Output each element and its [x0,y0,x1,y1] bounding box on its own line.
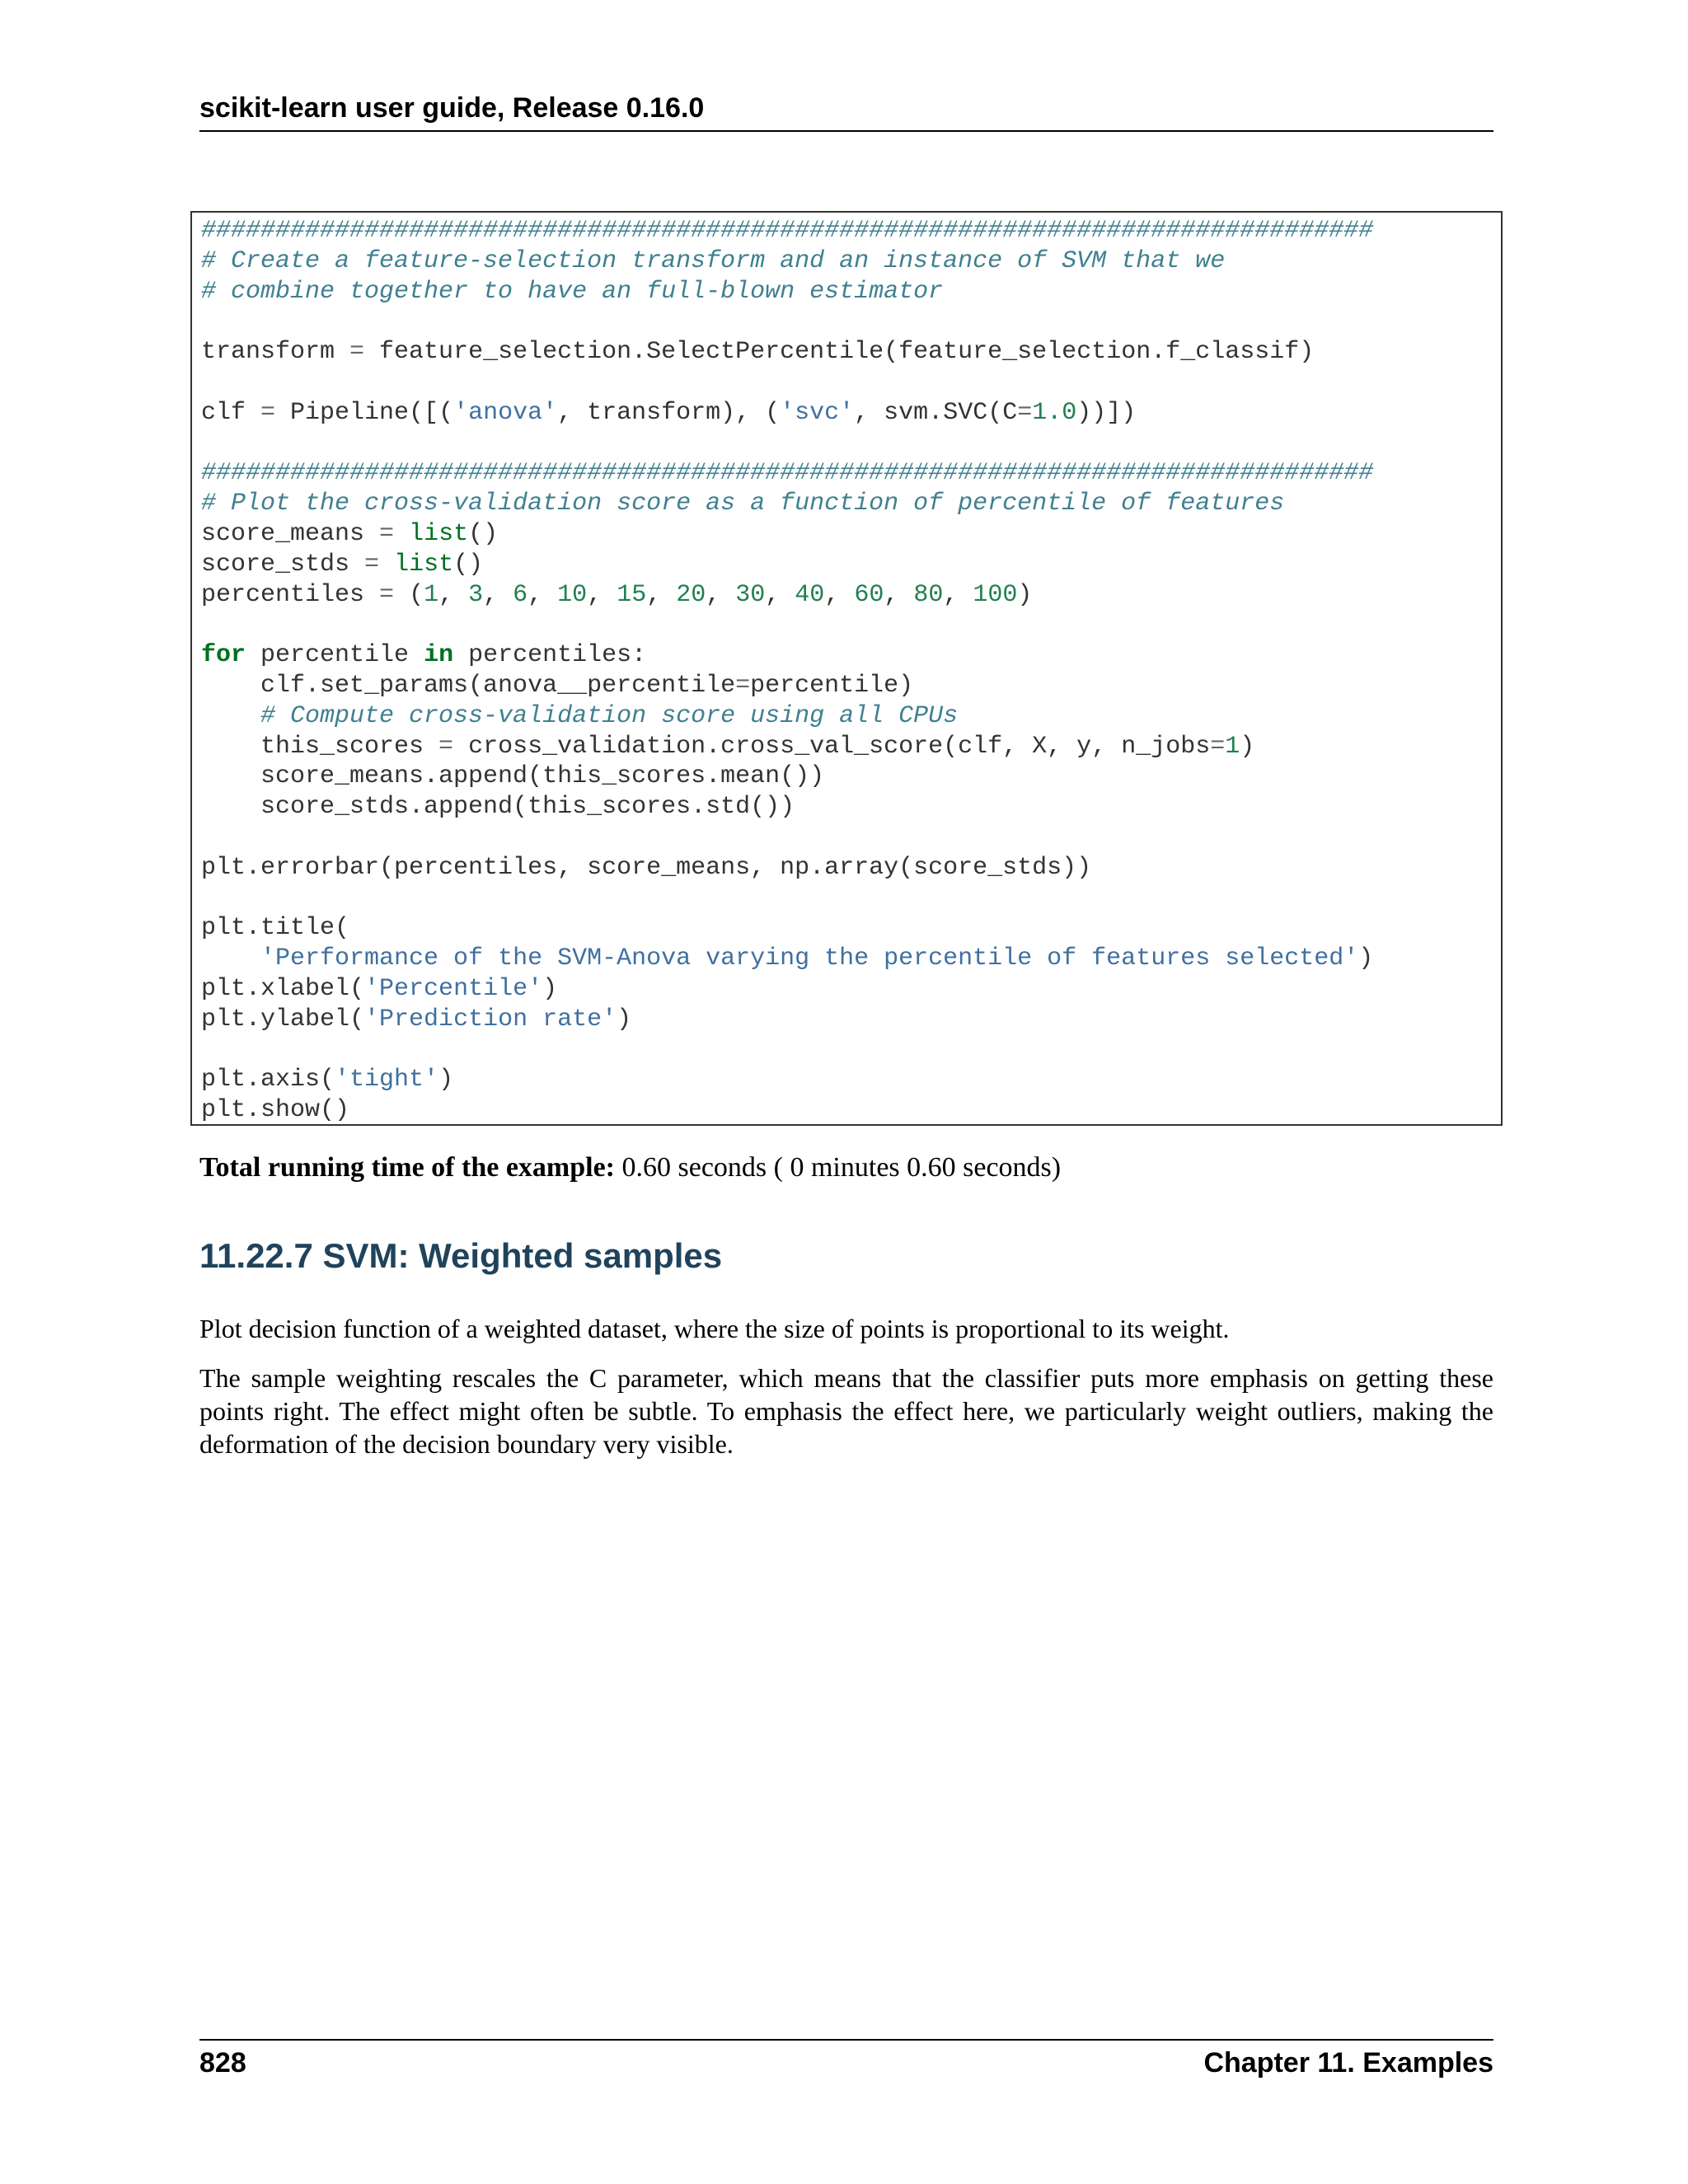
code-line-this-scores: this_scores = cross_validation.cross_val_score(clf, X, y, n_jobs=1) [201,732,1255,761]
paragraph-detail: The sample weighting rescales the C parameter, which means that the classifier puts more emphasis on getting these points right. The effect might often be subtle. To emphasis the effect here, we particularly weight outliers, making the deformation of the decision boundary very visible. [199,1363,1493,1459]
code-line-for: for percentile in percentiles: [201,641,647,670]
code-line-clf: clf = Pipeline([('anova', transform), ('svc', svm.SVC(C=1.0))]) [201,398,1137,427]
footer-rule [199,2039,1493,2041]
code-line-blank [201,368,1373,398]
code-line-title-string: 'Performance of the SVM-Anova varying the percentile of features selected') [260,944,1374,973]
section-heading: 11.22.7 SVM: Weighted samples [199,1236,723,1275]
running-time-value: 0.60 seconds ( 0 minutes 0.60 seconds) [615,1152,1062,1183]
page-number: 828 [199,2047,246,2079]
code-line-errorbar: plt.errorbar(percentiles, score_means, np.array(score_stds)) [201,853,1092,882]
code-line-score-means: score_means = list() [201,519,499,548]
code-line-blank [201,307,1373,337]
running-header-title: scikit-learn user guide, Release 0.16.0 [199,92,705,124]
code-line-comment-3: # Plot the cross-validation score as a function of percentile of features [201,490,1285,518]
running-time-label: Total running time of the example: [199,1152,616,1183]
code-line-hash-2: ############################################################################### [201,459,1374,488]
code-line-percentiles: percentiles = (1, 3, 6, 10, 15, 20, 30, 40, 60, 80, 100) [201,580,1033,609]
code-line-blank [201,823,1373,853]
code-line-blank [201,429,1373,459]
code-line-set-params: clf.set_params(anova__percentile=percentile) [201,671,914,700]
code-line-append-mean: score_means.append(this_scores.mean()) [201,762,825,791]
code-line-axis: plt.axis('tight') [201,1066,454,1094]
code-line-blank [201,610,1373,640]
code-block [190,211,1503,1126]
code-line-ylabel: plt.ylabel('Prediction rate') [201,1005,632,1033]
code-line-blank [201,1035,1373,1066]
header-rule [199,130,1493,132]
code-line-comment-2: # combine together to have an full-blown estimator [201,277,944,306]
code-listing [201,216,1373,1126]
code-line-hash-1: ############################################################################### [201,217,1374,245]
code-line-transform: transform = feature_selection.SelectPercentile(feature_selection.f_classif) [201,338,1315,367]
code-line-blank [201,883,1373,914]
code-line-score-stds: score_stds = list() [201,550,484,579]
code-line-show: plt.show() [201,1096,350,1125]
running-time [199,1152,1061,1183]
code-line-title-open: plt.title( [201,914,350,943]
footer-chapter-title: Chapter 11. Examples [1203,2047,1493,2079]
code-line-comment-4: # Compute cross-validation score using all CPUs [201,701,959,730]
code-line-xlabel: plt.xlabel('Percentile') [201,974,558,1003]
paragraph-intro: Plot decision function of a weighted dataset, where the size of points is proportional to its weight. [199,1314,1230,1343]
code-line-comment-1: # Create a feature-selection transform and an instance of SVM that we [201,246,1226,275]
code-line-append-std: score_stds.append(this_scores.std()) [201,793,795,822]
